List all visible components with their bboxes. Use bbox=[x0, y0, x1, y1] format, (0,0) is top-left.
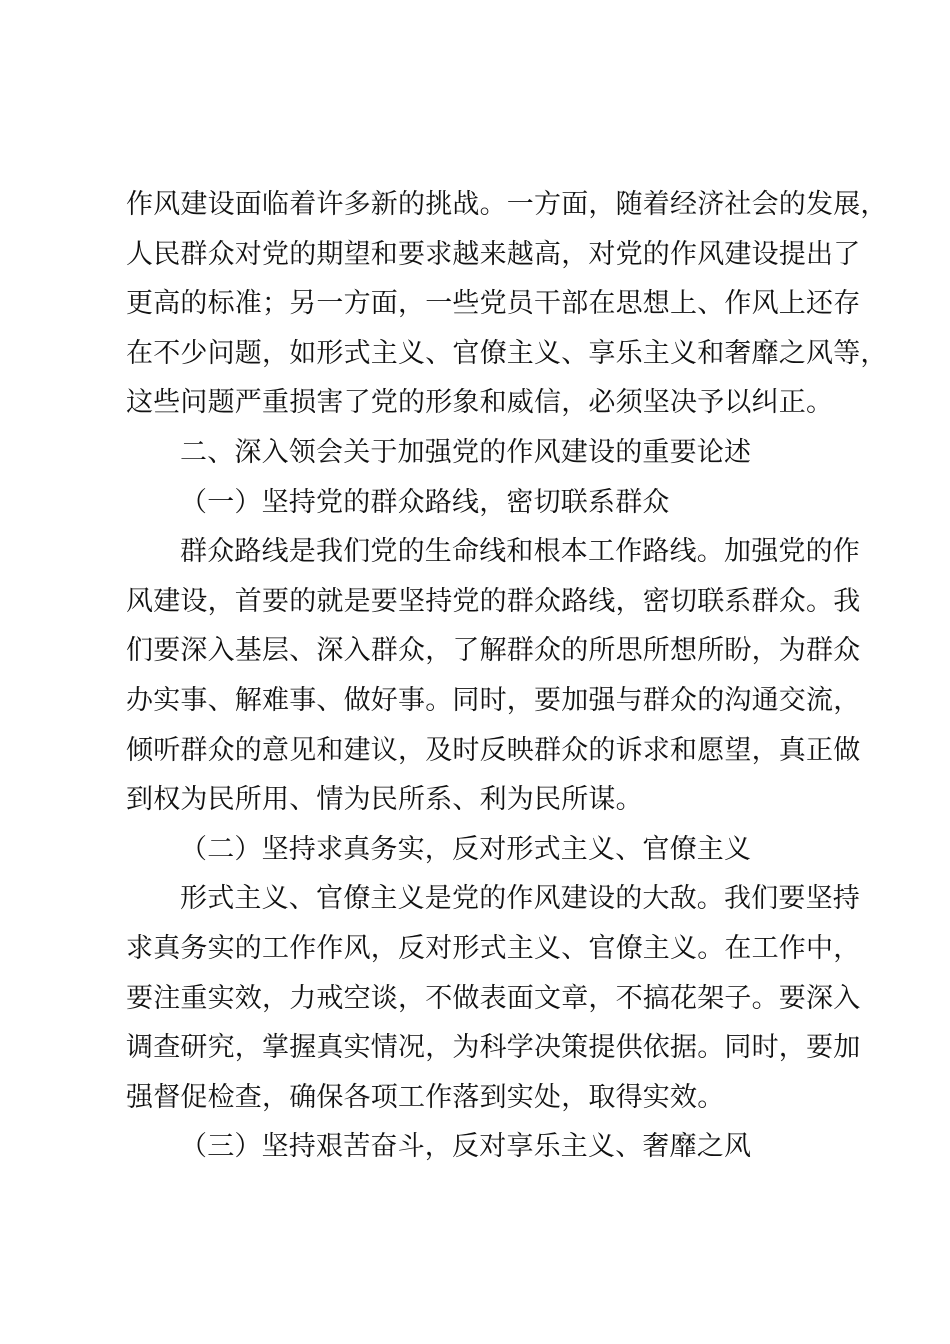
document-body bbox=[126, 180, 888, 1172]
body-text-line: 求真务实的工作作风，反对形式主义、官僚主义。在工作中， bbox=[126, 932, 861, 964]
body-text-line: 更高的标准；另一方面，一些党员干部在思想上、作风上还存 bbox=[126, 288, 861, 320]
body-text-line: 风建设，首要的就是要坚持党的群众路线，密切联系群众。我 bbox=[126, 585, 861, 617]
body-text-line: 办实事、解难事、做好事。同时，要加强与群众的沟通交流， bbox=[126, 684, 861, 716]
subsection-heading: （一）坚持党的群众路线，密切联系群众 bbox=[180, 486, 670, 518]
body-text-line: 人民群众对党的期望和要求越来越高，对党的作风建设提出了 bbox=[126, 238, 861, 270]
body-text-line: 倾听群众的意见和建议，及时反映群众的诉求和愿望，真正做 bbox=[126, 734, 861, 766]
subsection-heading: （三）坚持艰苦奋斗，反对享乐主义、奢靡之风 bbox=[180, 1131, 752, 1163]
subsection-heading: （二）坚持求真务实，反对形式主义、官僚主义 bbox=[180, 833, 752, 865]
body-text-line: 调查研究，掌握真实情况，为科学决策提供依据。同时，要加 bbox=[126, 1032, 861, 1064]
body-text-line: 作风建设面临着许多新的挑战。一方面，随着经济社会的发展， bbox=[126, 189, 888, 220]
body-text-line: 这些问题严重损害了党的形象和威信，必须坚决予以纠正。 bbox=[126, 387, 834, 419]
body-text-line: 们要深入基层、深入群众，了解群众的所思所想所盼，为群众 bbox=[126, 635, 861, 667]
body-text-line: 强督促检查，确保各项工作落到实处，取得实效。 bbox=[126, 1081, 725, 1113]
paragraph-first-line: 群众路线是我们党的生命线和根本工作路线。加强党的作 bbox=[180, 536, 860, 568]
body-text-line: 到权为民所用、情为民所系、利为民所谋。 bbox=[126, 784, 643, 816]
section-heading: 二、深入领会关于加强党的作风建设的重要论述 bbox=[180, 436, 752, 468]
body-text-line: 在不少问题，如形式主义、官僚主义、享乐主义和奢靡之风等， bbox=[126, 337, 888, 369]
paragraph-first-line: 形式主义、官僚主义是党的作风建设的大敌。我们要坚持 bbox=[180, 883, 860, 915]
body-text-line: 要注重实效，力戒空谈，不做表面文章，不搞花架子。要深入 bbox=[126, 982, 861, 1014]
